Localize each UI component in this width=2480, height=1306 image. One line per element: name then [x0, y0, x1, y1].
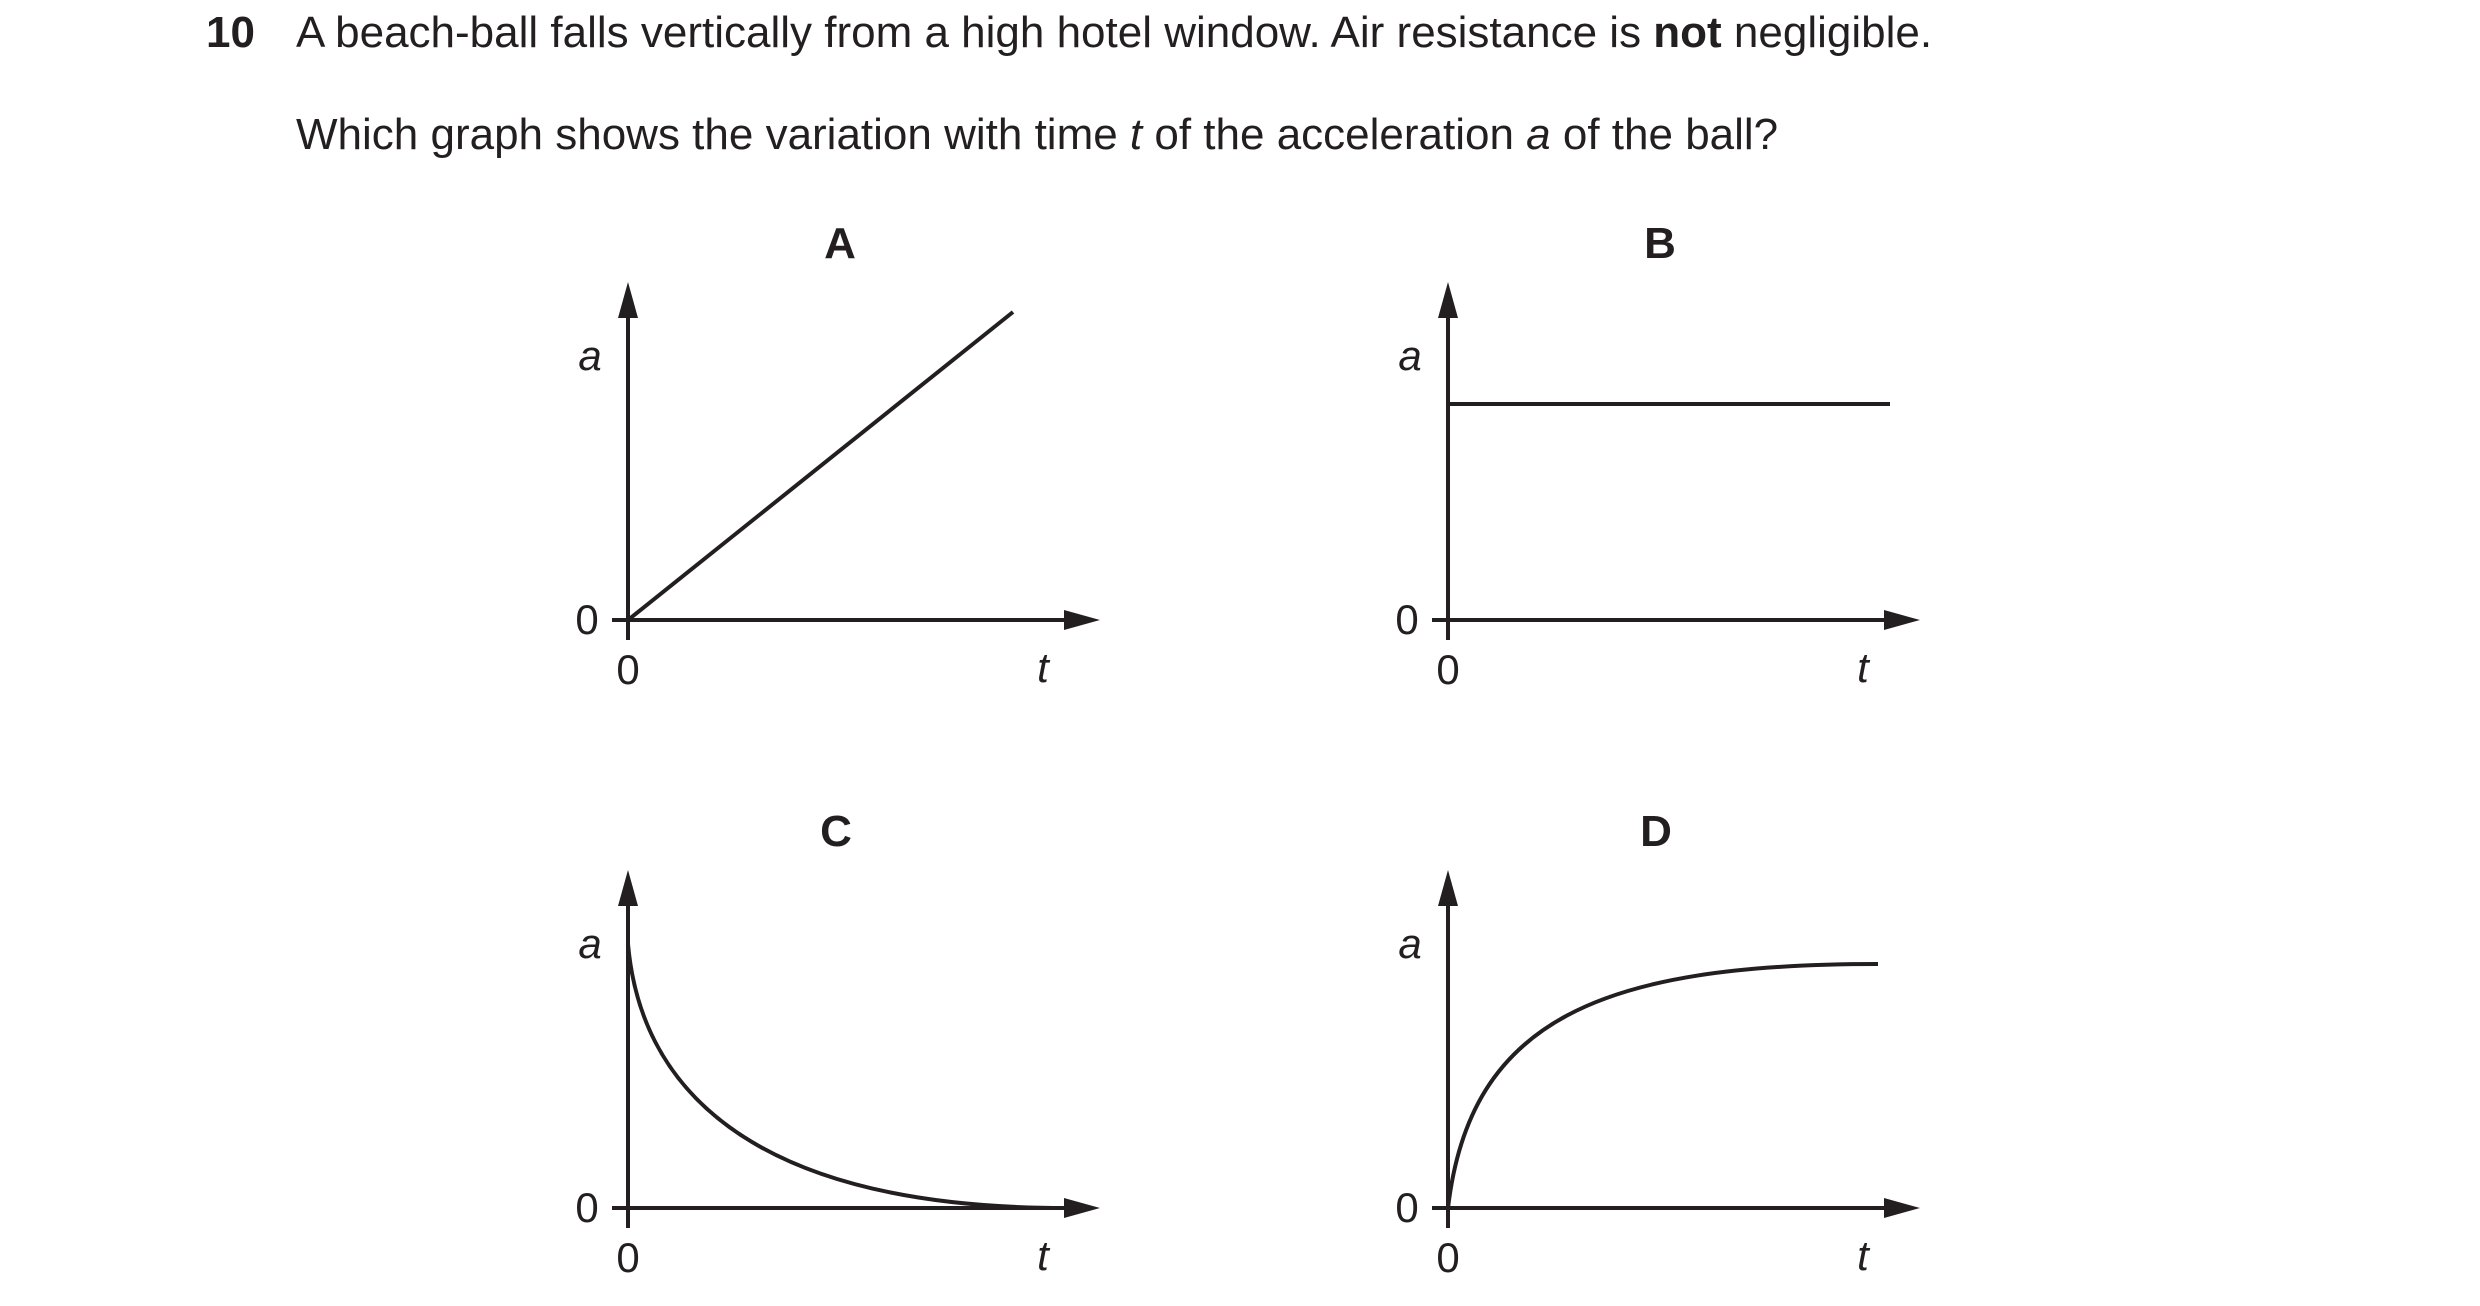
x-axis-arrow	[1064, 1198, 1100, 1218]
prompt-text-1: Which graph shows the variation with time	[296, 110, 1130, 159]
option-letter-c: C	[820, 807, 852, 856]
y-origin-label: 0	[575, 1184, 599, 1231]
x-origin-label: 0	[616, 1234, 640, 1281]
x-axis-label: t	[1857, 1232, 1869, 1279]
graph-option-a[interactable]	[575, 219, 1100, 693]
y-axis-arrow	[618, 282, 638, 318]
prompt-text-3: of the ball?	[1550, 110, 1779, 159]
x-axis-arrow	[1064, 610, 1100, 630]
y-origin-label: 0	[1395, 1184, 1419, 1231]
acceleration-curve	[1448, 964, 1878, 1208]
question-number: 10	[206, 8, 255, 57]
stem-text-1: A beach-ball falls vertically from a high hotel window. Air resistance is	[296, 8, 1654, 57]
x-axis-label: t	[1857, 644, 1869, 691]
option-letter-a: A	[824, 219, 856, 268]
option-letter-d: D	[1640, 807, 1672, 856]
x-axis-label: t	[1037, 1232, 1049, 1279]
acceleration-curve	[628, 312, 1013, 620]
y-axis-arrow	[618, 870, 638, 906]
stem-emphasis-not: not	[1653, 8, 1722, 57]
graph-option-b[interactable]	[1395, 219, 1920, 693]
y-axis-label: a	[1398, 332, 1422, 379]
x-origin-label: 0	[616, 646, 640, 693]
x-origin-label: 0	[1436, 646, 1460, 693]
prompt-var-t: t	[1129, 110, 1143, 159]
stem-text-2: negligible.	[1721, 8, 1933, 57]
prompt-var-a: a	[1526, 110, 1551, 159]
graph-option-d[interactable]	[1395, 807, 1920, 1281]
x-axis-label: t	[1037, 644, 1049, 691]
y-origin-label: 0	[575, 596, 599, 643]
y-axis-label: a	[578, 920, 602, 967]
y-axis-arrow	[1438, 870, 1458, 906]
x-origin-label: 0	[1436, 1234, 1460, 1281]
acceleration-curve	[628, 944, 1066, 1208]
y-origin-label: 0	[1395, 596, 1419, 643]
y-axis-arrow	[1438, 282, 1458, 318]
prompt-text-2: of the acceleration	[1142, 110, 1527, 159]
y-axis-label: a	[578, 332, 602, 379]
x-axis-arrow	[1884, 1198, 1920, 1218]
x-axis-arrow	[1884, 610, 1920, 630]
option-letter-b: B	[1644, 219, 1676, 268]
y-axis-label: a	[1398, 920, 1422, 967]
graph-option-c[interactable]	[575, 807, 1100, 1281]
